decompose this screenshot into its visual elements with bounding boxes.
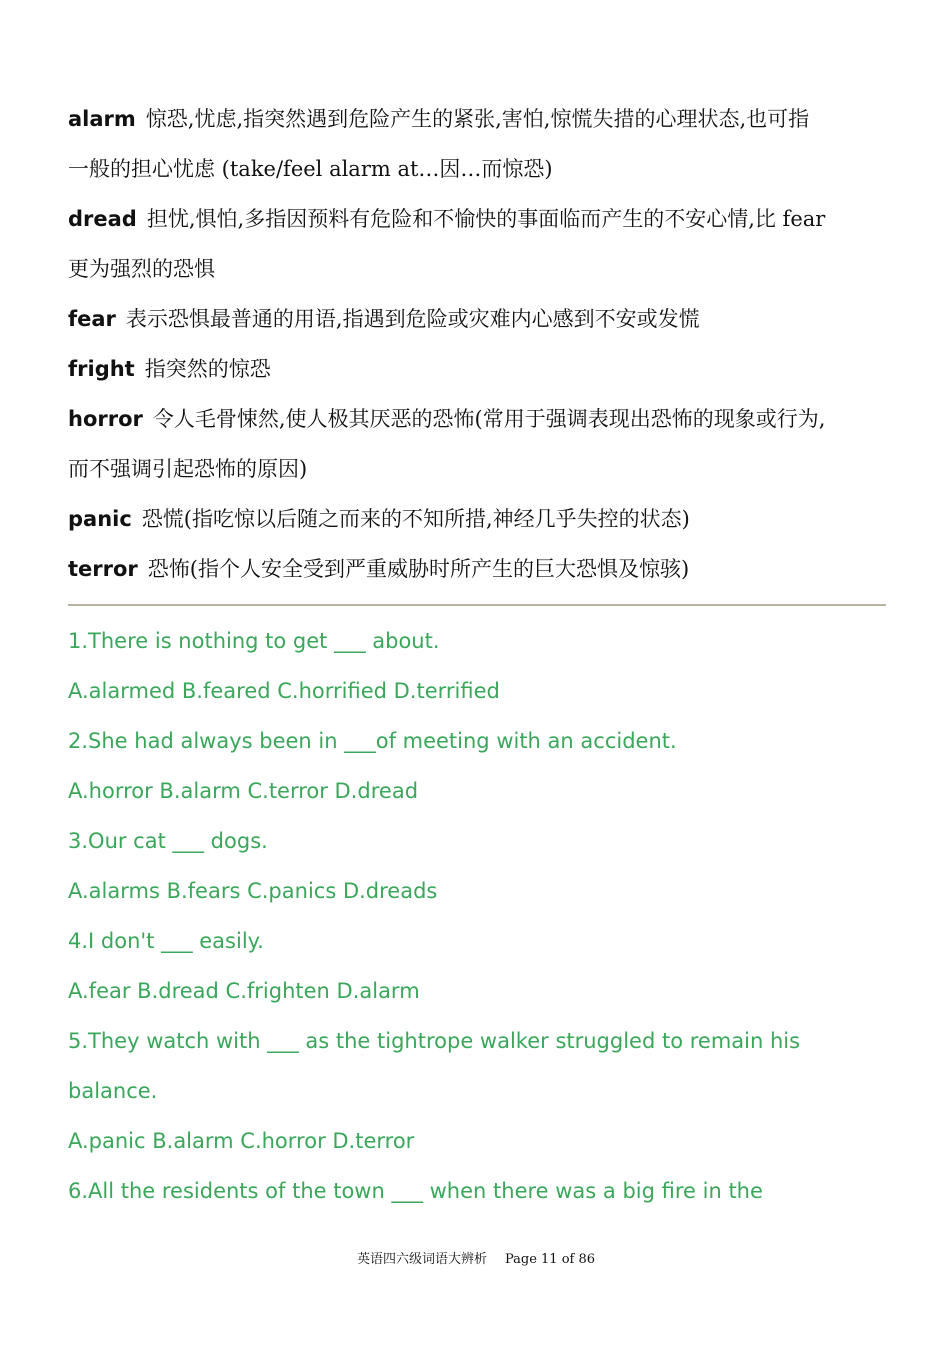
definition-text: 表示恐惧最普通的用语,指遇到危险或灾难内心感到不安或发慌 [125,307,700,331]
definition-dread-line-1 [68,194,886,244]
questions-section [68,616,886,1216]
question-6-stem: 6.All the residents of the town ___ when there was a big fire in the [68,1179,763,1203]
section-divider [68,604,886,606]
definition-horror-line-2 [68,444,886,494]
term-horror: horror [68,407,143,431]
footer-title: 英语四六级词语大辨析 [356,1252,487,1267]
term-alarm: alarm [68,107,136,131]
question-5-stem-continued: balance. [68,1079,158,1103]
definition-panic-line-1 [68,494,886,544]
definition-text: 担忧,惧怕,多指因预料有危险和不愉快的事面临而产生的不安心情,比 fear [146,207,826,231]
definition-text: 一般的担心忧虑 (take/feel alarm at…因…而惊恐) [68,157,553,181]
definition-text: 恐慌(指吃惊以后随之而来的不知所措,神经几乎失控的状态) [141,507,690,531]
definition-text: 惊恐,忧虑,指突然遇到危险产生的紧张,害怕,惊慌失措的心理状态,也可指 [145,107,810,131]
term-fear: fear [68,307,116,331]
definition-fear-line-1 [68,294,886,344]
footer-page-number: Page 11 of 86 [504,1252,596,1267]
question-3-stem: 3.Our cat ___ dogs. [68,829,268,853]
question-2-stem: 2.She had always been in ___of meeting with an accident. [68,729,677,753]
question-5-options: A.panic B.alarm C.horror D.terror [68,1129,415,1153]
definition-text: 而不强调引起恐怖的原因) [68,457,308,481]
definitions-section [68,94,886,594]
question-1-options: A.alarmed B.feared C.horrified D.terrified [68,679,500,703]
question-1-stem: 1.There is nothing to get ___ about. [68,629,440,653]
definition-text: 更为强烈的恐惧 [68,257,215,281]
page-footer [0,1248,952,1267]
question-2-options: A.horror B.alarm C.terror D.dread [68,779,419,803]
question-4-options: A.fear B.dread C.frighten D.alarm [68,979,420,1003]
term-terror: terror [68,557,138,581]
page-content [68,94,886,1216]
question-5-stem: 5.They watch with ___ as the tightrope walker struggled to remain his [68,1029,801,1053]
definition-text: 令人毛骨悚然,使人极其厌恶的恐怖(常用于强调表现出恐怖的现象或行为, [152,407,826,431]
definition-terror-line-1 [68,544,886,594]
definition-text: 恐怖(指个人安全受到严重威胁时所产生的巨大恐惧及惊骇) [147,557,690,581]
definition-alarm-line-1 [68,94,886,144]
question-3-options: A.alarms B.fears C.panics D.dreads [68,879,438,903]
definition-alarm-line-2 [68,144,886,194]
definition-fright-line-1 [68,344,886,394]
term-fright: fright [68,357,135,381]
definition-horror-line-1 [68,394,886,444]
definition-dread-line-2 [68,244,886,294]
term-panic: panic [68,507,132,531]
definition-text: 指突然的惊恐 [144,357,271,381]
term-dread: dread [68,207,137,231]
question-4-stem: 4.I don't ___ easily. [68,929,264,953]
